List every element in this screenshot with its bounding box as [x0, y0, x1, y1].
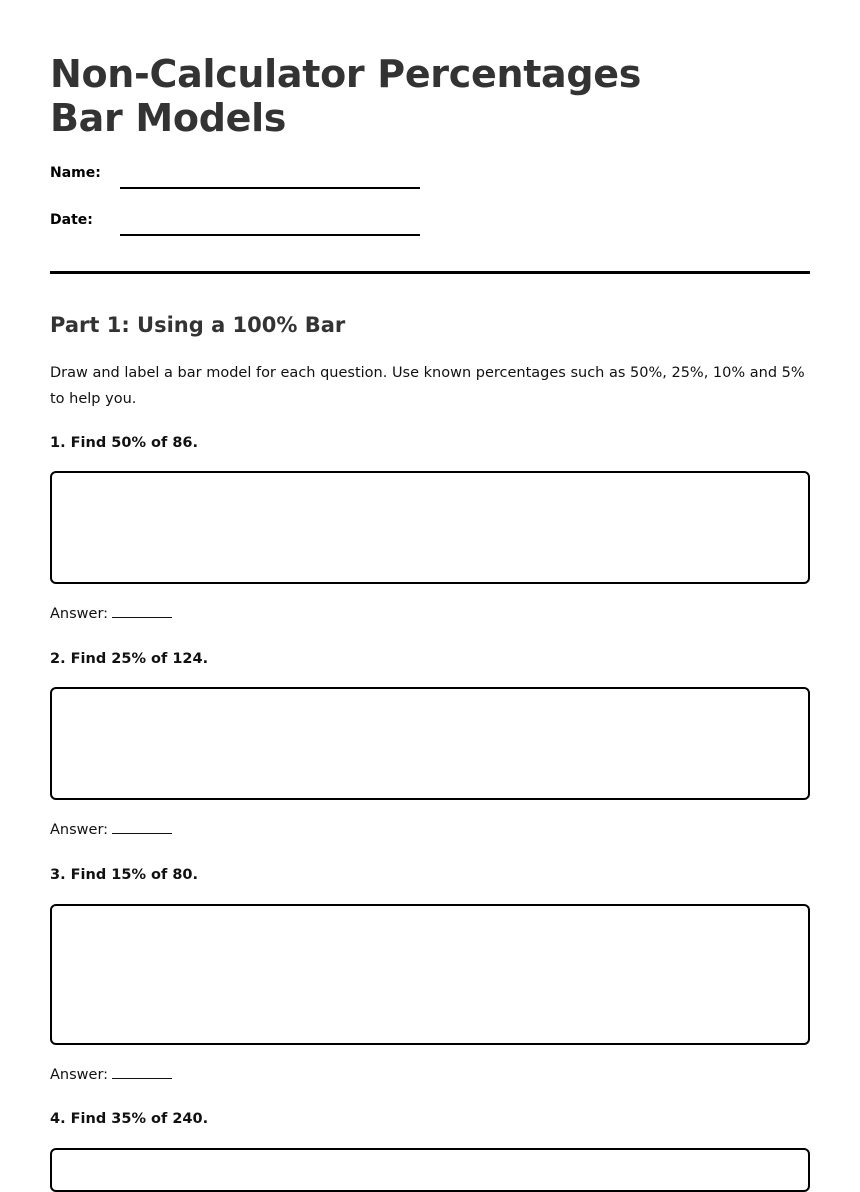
- header-divider: [50, 271, 810, 274]
- answer-line: [50, 822, 172, 838]
- answer-line: [50, 1067, 172, 1083]
- answer-blank[interactable]: [112, 1068, 172, 1079]
- answer-blank[interactable]: [112, 823, 172, 834]
- answer-label: Answer:: [50, 1067, 109, 1083]
- question-prompt: 2. Find 25% of 124.: [50, 651, 209, 667]
- question-prompt: 1. Find 50% of 86.: [50, 435, 199, 451]
- bar-model-work-box[interactable]: [50, 1148, 810, 1192]
- name-field-row: [50, 165, 450, 189]
- name-label: Name:: [50, 165, 101, 181]
- question-prompt: 4. Find 35% of 240.: [50, 1111, 209, 1127]
- answer-label: Answer:: [50, 822, 109, 838]
- page-title: Non-Calculator Percentages Bar Models: [50, 52, 642, 140]
- date-write-line[interactable]: [120, 234, 420, 236]
- name-write-line[interactable]: [120, 187, 420, 189]
- bar-model-work-box[interactable]: [50, 687, 810, 800]
- section-heading: Part 1: Using a 100% Bar: [50, 313, 346, 337]
- answer-label: Answer:: [50, 606, 109, 622]
- answer-blank[interactable]: [112, 607, 172, 618]
- question-prompt: 3. Find 15% of 80.: [50, 867, 199, 883]
- answer-line: [50, 606, 172, 622]
- bar-model-work-box[interactable]: [50, 904, 810, 1045]
- section-instructions: Draw and label a bar model for each question. Use known percentages such as 50%, 25%, 10% and 5% to help you.: [50, 365, 805, 407]
- date-label: Date:: [50, 212, 93, 228]
- bar-model-work-box[interactable]: [50, 471, 810, 584]
- date-field-row: [50, 212, 450, 236]
